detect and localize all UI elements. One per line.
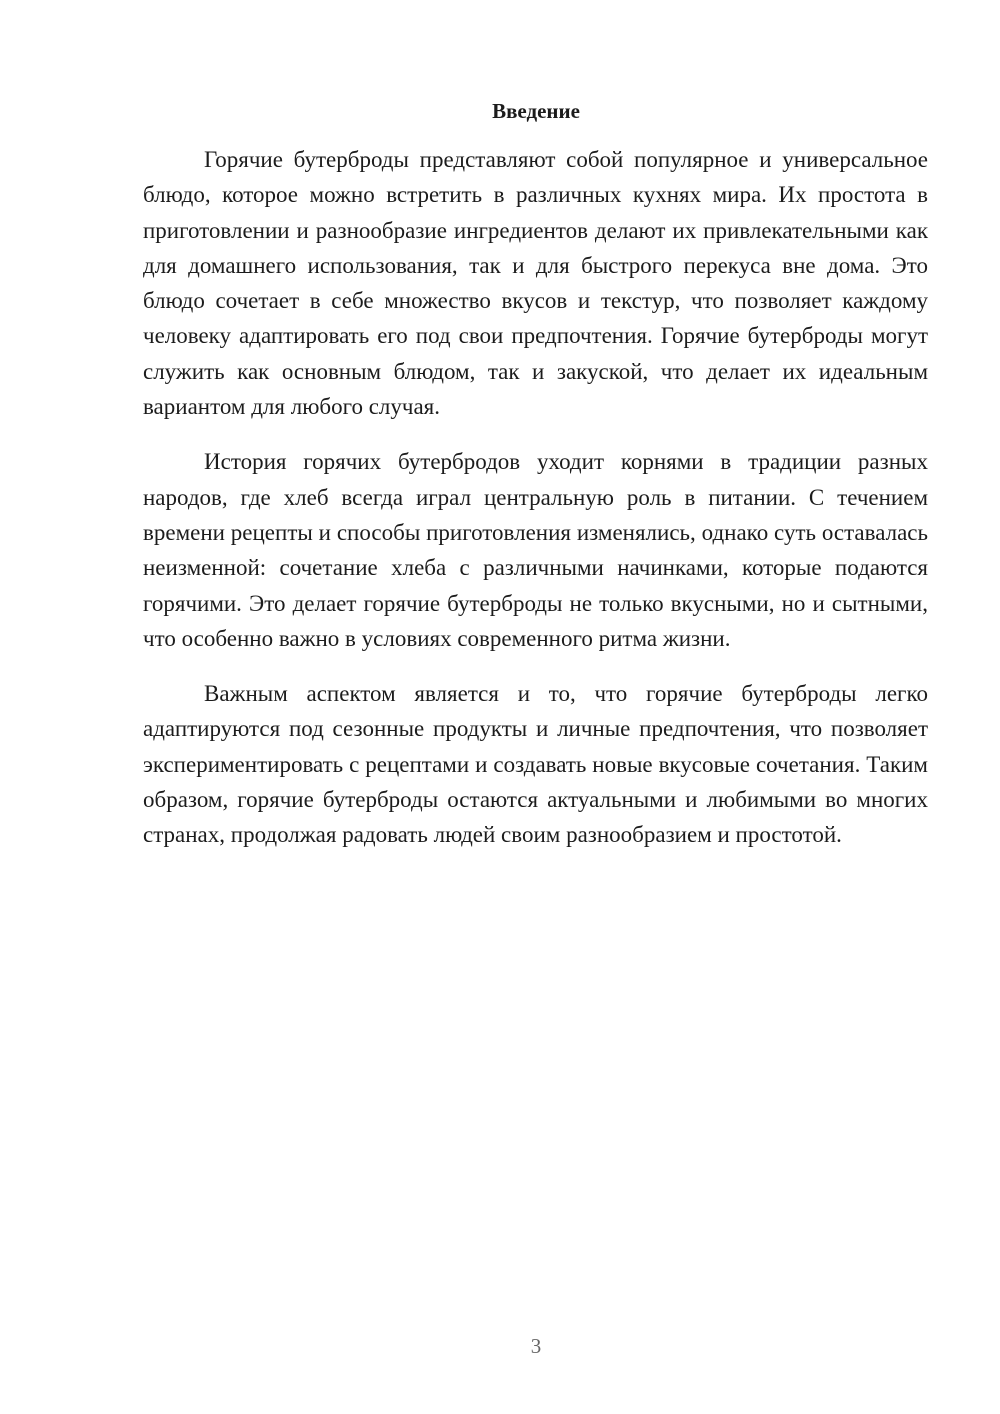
body-text (143, 142, 928, 873)
section-heading: Введение (492, 99, 580, 123)
page-number: 3 (530, 1334, 542, 1358)
paragraph: Важным аспектом является и то, что горячие бутерброды легко адаптируются под сезонные продукты и личные предпочтения, что позволяет экспериментировать с рецептами и создавать новые вкусовые сочетания. Таким образом, горячие бутерброды остаются актуальными и любимыми во многих странах, продолжая радовать людей своим разнообразием и простотой. (143, 681, 928, 848)
paragraph: Горячие бутерброды представляют собой популярное и универсальное блюдо, которое можно встретить в различных кухнях мира. Их простота в приготовлении и разнообразие ингредиентов делают их привлекательными как для домашнего использования, так и для быстрого перекуса вне дома. Это блюдо сочетает в себе множество вкусов и текстур, что позволяет каждому человеку адаптировать его под свои предпочтения. Горячие бутерброды могут служить как основным блюдом, так и закуской, что делает их идеальным вариантом для любого случая. (143, 147, 928, 420)
paragraph: История горячих бутербродов уходит корнями в традиции разных народов, где хлеб всегда играл центральную роль в питании. С течением времени рецепты и способы приготовления изменялись, однако суть оставалась неизменной: сочетание хлеба с различными начинками, которые подаются горячими. Это делает горячие бутерброды не только вкусными, но и сытными, что особенно важно в условиях современного ритма жизни. (143, 449, 928, 651)
